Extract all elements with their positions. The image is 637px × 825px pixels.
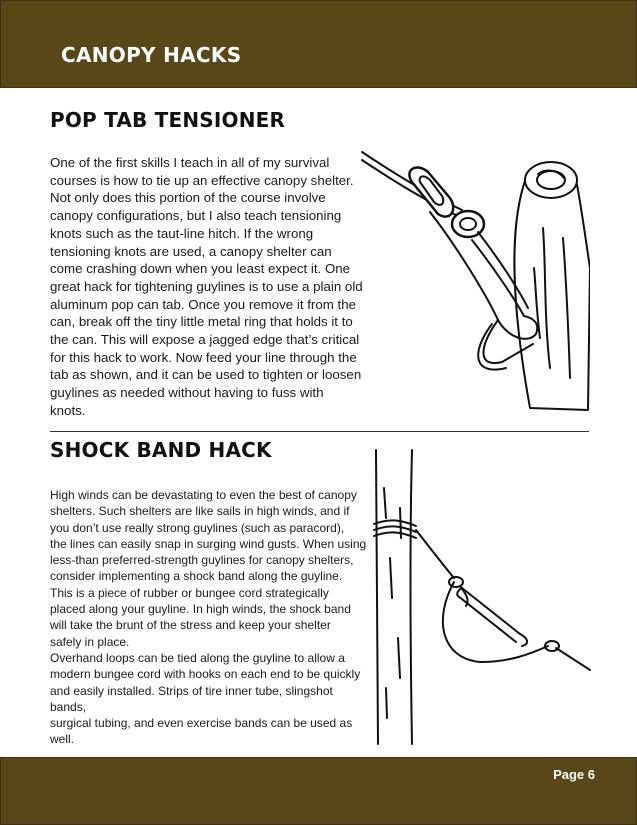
text-line: shelters. Such shelters are like sails in high winds, and if xyxy=(50,504,350,519)
text-line: courses is how to tie up an effective canopy shelter. xyxy=(50,172,354,188)
text-line: will take the brunt of the stress and keep your shelter xyxy=(50,618,331,633)
text-line: canopy configurations, but I also teach tensioning xyxy=(50,208,342,224)
text-line: modern bungee cord with hooks on each end to be quickly xyxy=(50,667,361,682)
section-title-shock-band: SHOCK BAND HACK xyxy=(50,438,272,462)
pop-tab-body-text xyxy=(50,154,363,420)
text-line: This is a piece of rubber or bungee cord strategically xyxy=(50,585,329,600)
text-line: Overhand loops can be tied along the guyline to allow a xyxy=(50,650,345,665)
text-line: less-than preferred-strength guylines for canopy shelters, xyxy=(50,553,354,568)
text-line: One of the first skills I teach in all of my survival xyxy=(50,155,330,170)
text-line: for this hack to work. Now feed your line through the xyxy=(50,349,357,365)
text-line: knots. xyxy=(50,402,86,418)
text-line: consider implementing a shock band along the guyline. xyxy=(50,569,343,584)
page-number: Page 6 xyxy=(553,767,595,782)
text-line: surgical tubing, and even exercise bands can be used as xyxy=(50,716,353,731)
text-line: tensioning knots are used, a canopy shelter can xyxy=(50,243,332,259)
text-line: great hack for tightening guylines is to use a plain old xyxy=(50,278,363,294)
text-line: the can. This will expose a jagged edge that’s critical xyxy=(50,332,360,348)
pop-tab-tensioner-illustration xyxy=(358,148,590,423)
section-title-pop-tab: POP TAB TENSIONER xyxy=(50,108,286,132)
shock-band-illustration xyxy=(370,448,592,746)
text-line: knots such as the taut-line hitch. If the wrong xyxy=(50,225,314,241)
page-header xyxy=(0,0,637,88)
header-title: CANOPY HACKS xyxy=(61,43,242,67)
text-line: guylines as needed without having to fuss with xyxy=(50,385,324,401)
section-divider xyxy=(50,431,589,432)
text-line: High winds can be devastating to even the best of canopy xyxy=(50,488,357,502)
text-line: Not only does this portion of the course involve xyxy=(50,190,326,206)
text-line: can, break off the tiny little metal ring that holds it to xyxy=(50,314,353,330)
text-line: the lines can easily snap in surging wind gusts. When using xyxy=(50,536,367,551)
text-line: and easily installed. Strips of tire inner tube, slingshot xyxy=(50,683,333,698)
text-line: come crashing down when you least expect it. One xyxy=(50,261,351,277)
text-line: tab as shown, and it can be used to tighten or loosen xyxy=(50,367,362,383)
text-line: well. xyxy=(50,732,75,747)
text-line: placed along your guyline. In high winds, the shock band xyxy=(50,602,351,617)
text-line: you don’t use really strong guylines (such as paracord), xyxy=(50,520,345,535)
page-footer xyxy=(0,757,637,825)
text-line: bands, xyxy=(50,699,87,714)
shock-band-body-text xyxy=(50,487,366,748)
text-line: safely in place. xyxy=(50,634,130,649)
text-line: aluminum pop can tab. Once you remove it from the xyxy=(50,296,356,312)
